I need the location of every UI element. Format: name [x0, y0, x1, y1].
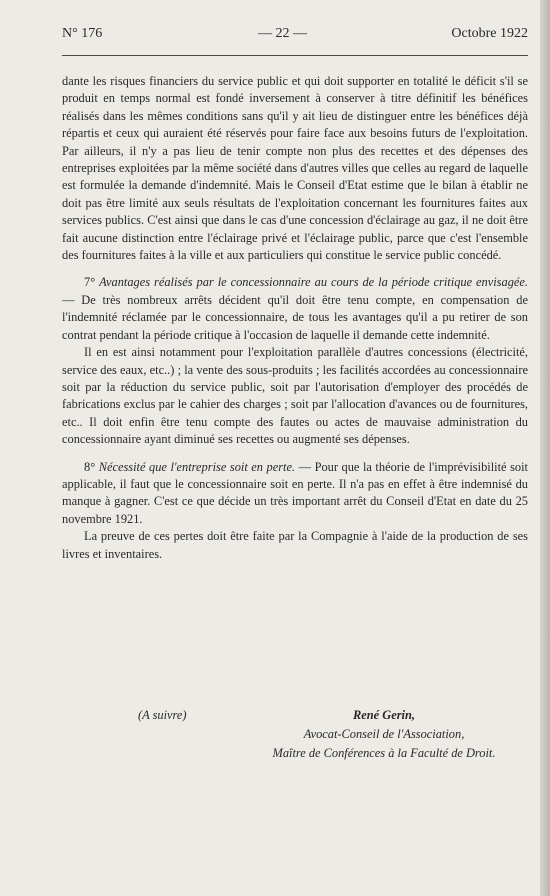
section-8-paragraph	[62, 459, 528, 529]
section-7-paragraph	[62, 274, 528, 344]
issue-number: N° 176	[62, 26, 103, 41]
section-7-number: 7°	[84, 275, 96, 290]
header-rule	[62, 55, 528, 56]
author-title-1: Avocat-Conseil de l'Association,	[303, 727, 465, 741]
author-block	[254, 706, 514, 763]
section-8-number: 8°	[84, 459, 96, 474]
page-edge-shadow	[540, 0, 550, 896]
section-7-title: Avantages réalisés par le concessionnaire au cours de la période critique envisagée.	[99, 275, 528, 290]
section-8-dash: —	[298, 459, 312, 474]
page-number: — 22 —	[258, 26, 307, 41]
to-be-continued: (A suivre)	[138, 708, 187, 722]
section-8-title: Nécessité que l'entreprise soit en perte.	[98, 459, 296, 474]
section-7-dash: —	[62, 292, 75, 307]
article-body	[62, 73, 528, 563]
running-header	[62, 26, 528, 46]
issue-date: Octobre 1922	[451, 26, 528, 41]
paragraph-proof: La preuve de ces pertes doit être faite par la Compagnie à l'aide de la production de ses livres et inventaires.	[62, 529, 528, 561]
section-8-text: Pour que la théorie de l'imprévisibilité soit applicable, il faut que le concessionnaire soit en perte. Il n'a pas en effet à être indemnisé du manque à gagner. C'est ce que décide un très important arrêt du Conseil d'Etat en date du 25 novembre 1921.	[62, 459, 528, 526]
author-title-2: Maître de Conférences à la Faculté de Droit.	[272, 746, 496, 760]
paragraph-continued: dante les risques financiers du service public et qui doit supporter en totalité le déficit s'il se produit en temps normal est fondé inversement à conserver à titre définitif les bénéfices réalisés dans les mêmes conditions sans qu'il y ait lieu de distinguer entre les bénéfices déjà répartis et ceux qui auraient été réservés pour faire face aux besoins futurs de l'exploitation. Par ailleurs, il n'y a pas lieu de tenir compte non plus des recettes et des dépenses des entreprises exploitées par la même société dans d'autres villes que celles au regard de laquelle est formulée la demande d'indemnité. Mais le Conseil d'Etat estime que le bilan à établir ne doit pas être limité aux seuls résultats de l'exploitation concernant les fournitures faites aux services publics. C'est ainsi que dans le cas d'une concession d'éclairage au gaz, il ne doit être fait aucune distinction entre l'éclairage privé et l'éclairage public, parce que c'est l'ensemble des fournitures faites à la ville et aux particuliers qui constitue le service public concédé.	[62, 74, 528, 263]
paragraph-concessions: Il en est ainsi notamment pour l'exploitation parallèle d'autres concessions (électricité, service des eaux, etc..) ; la vente des sous-produits ; les facilités accordées au concessionnaire soit par la réduction du service public, soit par l'autorisation d'employer des procédés de fabrications exclus par le cahier des charges ; soit par l'allocation d'avances ou de fournitures, etc.. Il doit enfin être tenu compte des fautes ou actes de mauvaise administration du concessionnaire ayant diminué ses recettes ou augmenté ses dépenses.	[62, 345, 528, 447]
section-7-text: De très nombreux arrêts décident qu'il doit être tenu compte, en compensation de l'indemnité réclamée par le concessionnaire, de tous les avantages qu'il a pu retirer de son contrat pendant la période critique à l'occasion de laquelle il demande cette indemnité.	[62, 292, 528, 342]
author-name: René Gerin,	[353, 708, 415, 722]
